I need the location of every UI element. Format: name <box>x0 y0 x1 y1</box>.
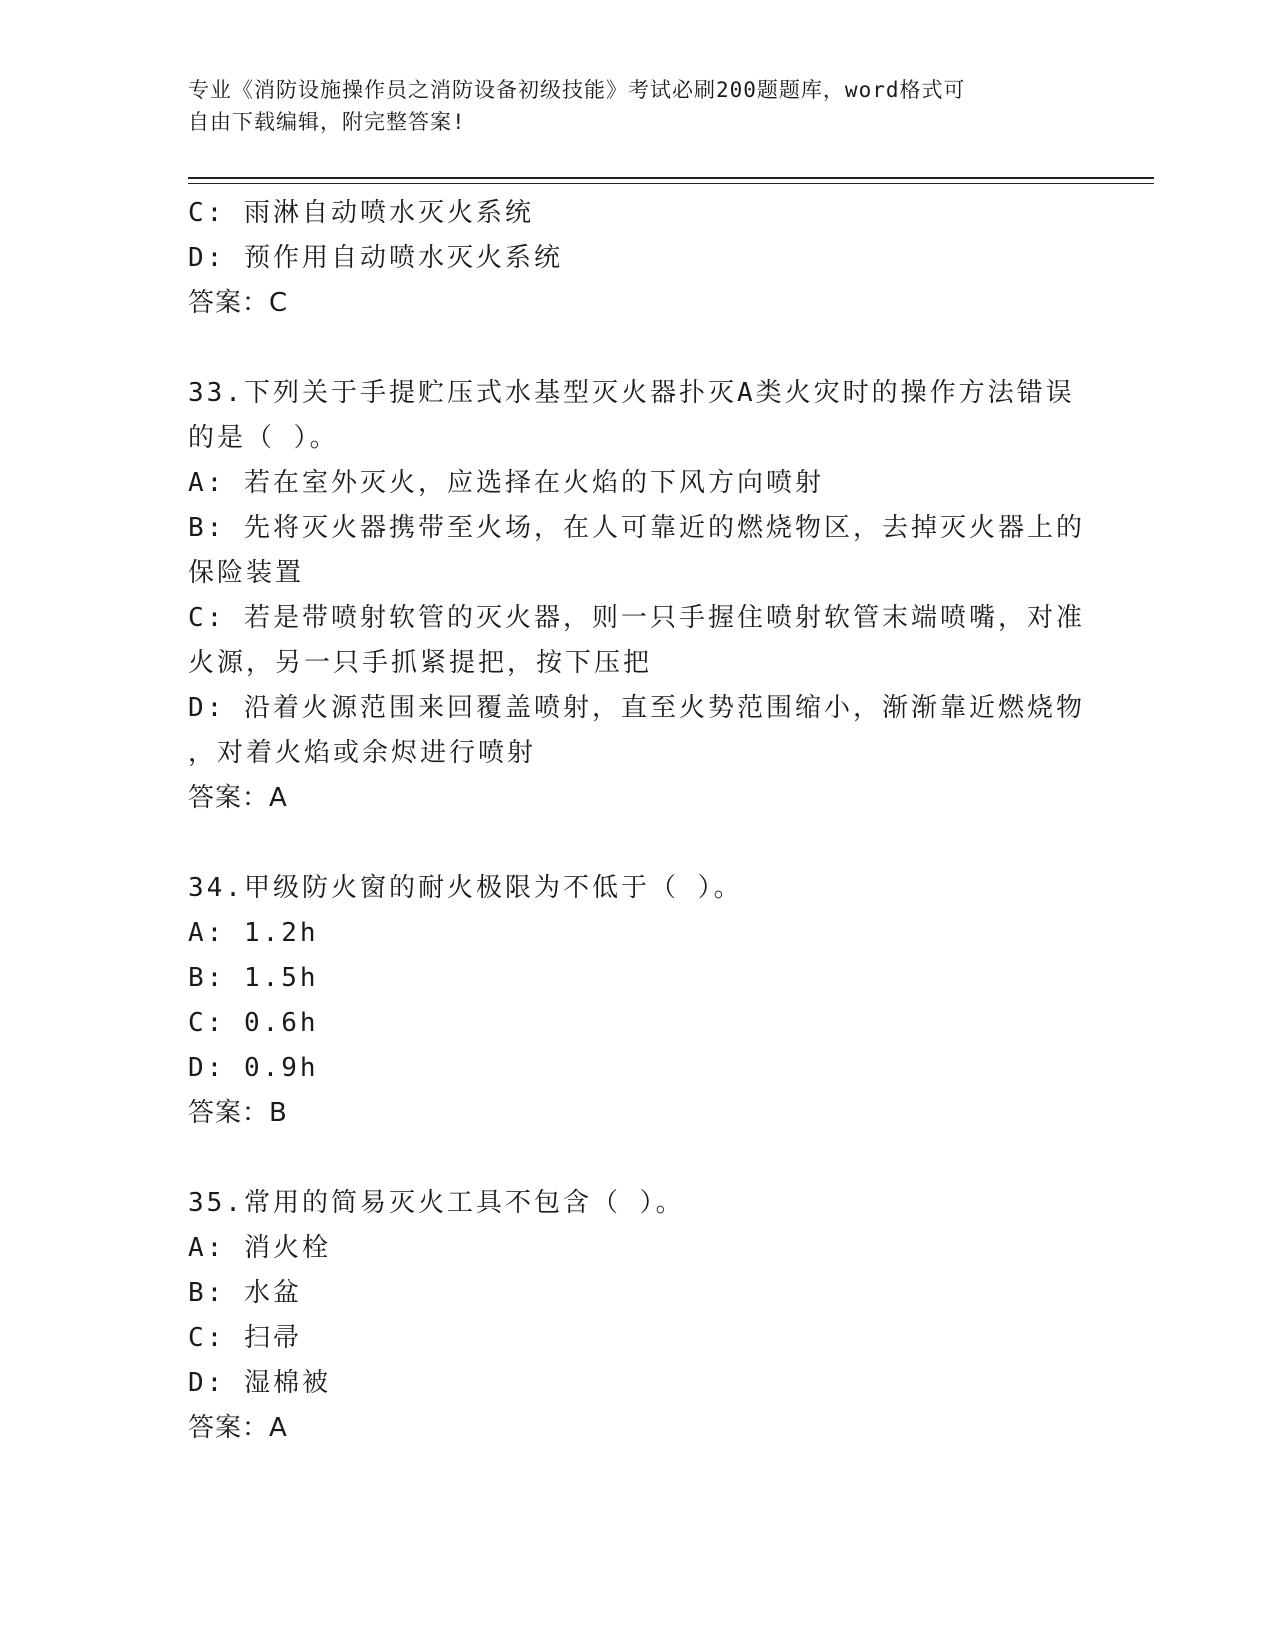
answer-label: 答案：B <box>188 1098 288 1128</box>
question-block-35 <box>188 1181 1088 1451</box>
option-b: B: 先将灭火器携带至火场，在人可靠近的燃烧物区，去掉灭火器上的 <box>188 513 1085 543</box>
document-header <box>188 74 1068 138</box>
option-d: D: 湿棉被 <box>188 1368 331 1398</box>
option-c: C: 若是带喷射软管的灭火器，则一只手握住喷射软管末端喷嘴，对准 <box>188 603 1085 633</box>
header-title-line-2: 自由下载编辑，附完整答案! <box>188 110 466 134</box>
header-title-line-1: 专业《消防设施操作员之消防设备初级技能》考试必刷200题题库，word格式可 <box>188 78 966 102</box>
option-b: B: 1.5h <box>188 963 319 993</box>
question-stem: 34.甲级防火窗的耐火极限为不低于（ ）。 <box>188 873 743 903</box>
question-block-34 <box>188 866 1088 1136</box>
question-stem-continued: 的是（ ）。 <box>188 423 339 453</box>
question-stem: 33.下列关于手提贮压式水基型灭火器扑灭A类火灾时的操作方法错误 <box>188 378 1075 408</box>
question-stem: 35.常用的简易灭火工具不包含（ ）。 <box>188 1188 685 1218</box>
spacer <box>188 821 1088 866</box>
option-d: D: 预作用自动喷水灭火系统 <box>188 243 563 273</box>
option-b-continued: 保险装置 <box>188 558 305 588</box>
question-block-33 <box>188 371 1088 821</box>
option-c: C: 扫帚 <box>188 1323 302 1353</box>
option-d: D: 沿着火源范围来回覆盖喷射，直至火势范围缩小，渐渐靠近燃烧物 <box>188 693 1085 723</box>
option-a: A: 若在室外灭火，应选择在火焰的下风方向喷射 <box>188 468 824 498</box>
header-divider-thick <box>188 177 1154 179</box>
question-list <box>188 191 1088 1451</box>
option-c: C: 0.6h <box>188 1008 319 1038</box>
answer-label: 答案：C <box>188 288 289 318</box>
option-c: C: 雨淋自动喷水灭火系统 <box>188 198 534 228</box>
option-d: D: 0.9h <box>188 1053 319 1083</box>
header-divider-thin <box>188 183 1154 184</box>
question-block-32 <box>188 191 1088 326</box>
option-c-continued: 火源，另一只手抓紧提把，按下压把 <box>188 648 653 678</box>
spacer <box>188 1136 1088 1181</box>
option-b: B: 水盆 <box>188 1278 302 1308</box>
option-d-continued: ，对着火焰或余烬进行喷射 <box>188 738 537 768</box>
option-a: A: 1.2h <box>188 918 319 948</box>
spacer <box>188 326 1088 371</box>
answer-label: 答案：A <box>188 783 288 813</box>
answer-label: 答案：A <box>188 1413 288 1443</box>
option-a: A: 消火栓 <box>188 1233 331 1263</box>
